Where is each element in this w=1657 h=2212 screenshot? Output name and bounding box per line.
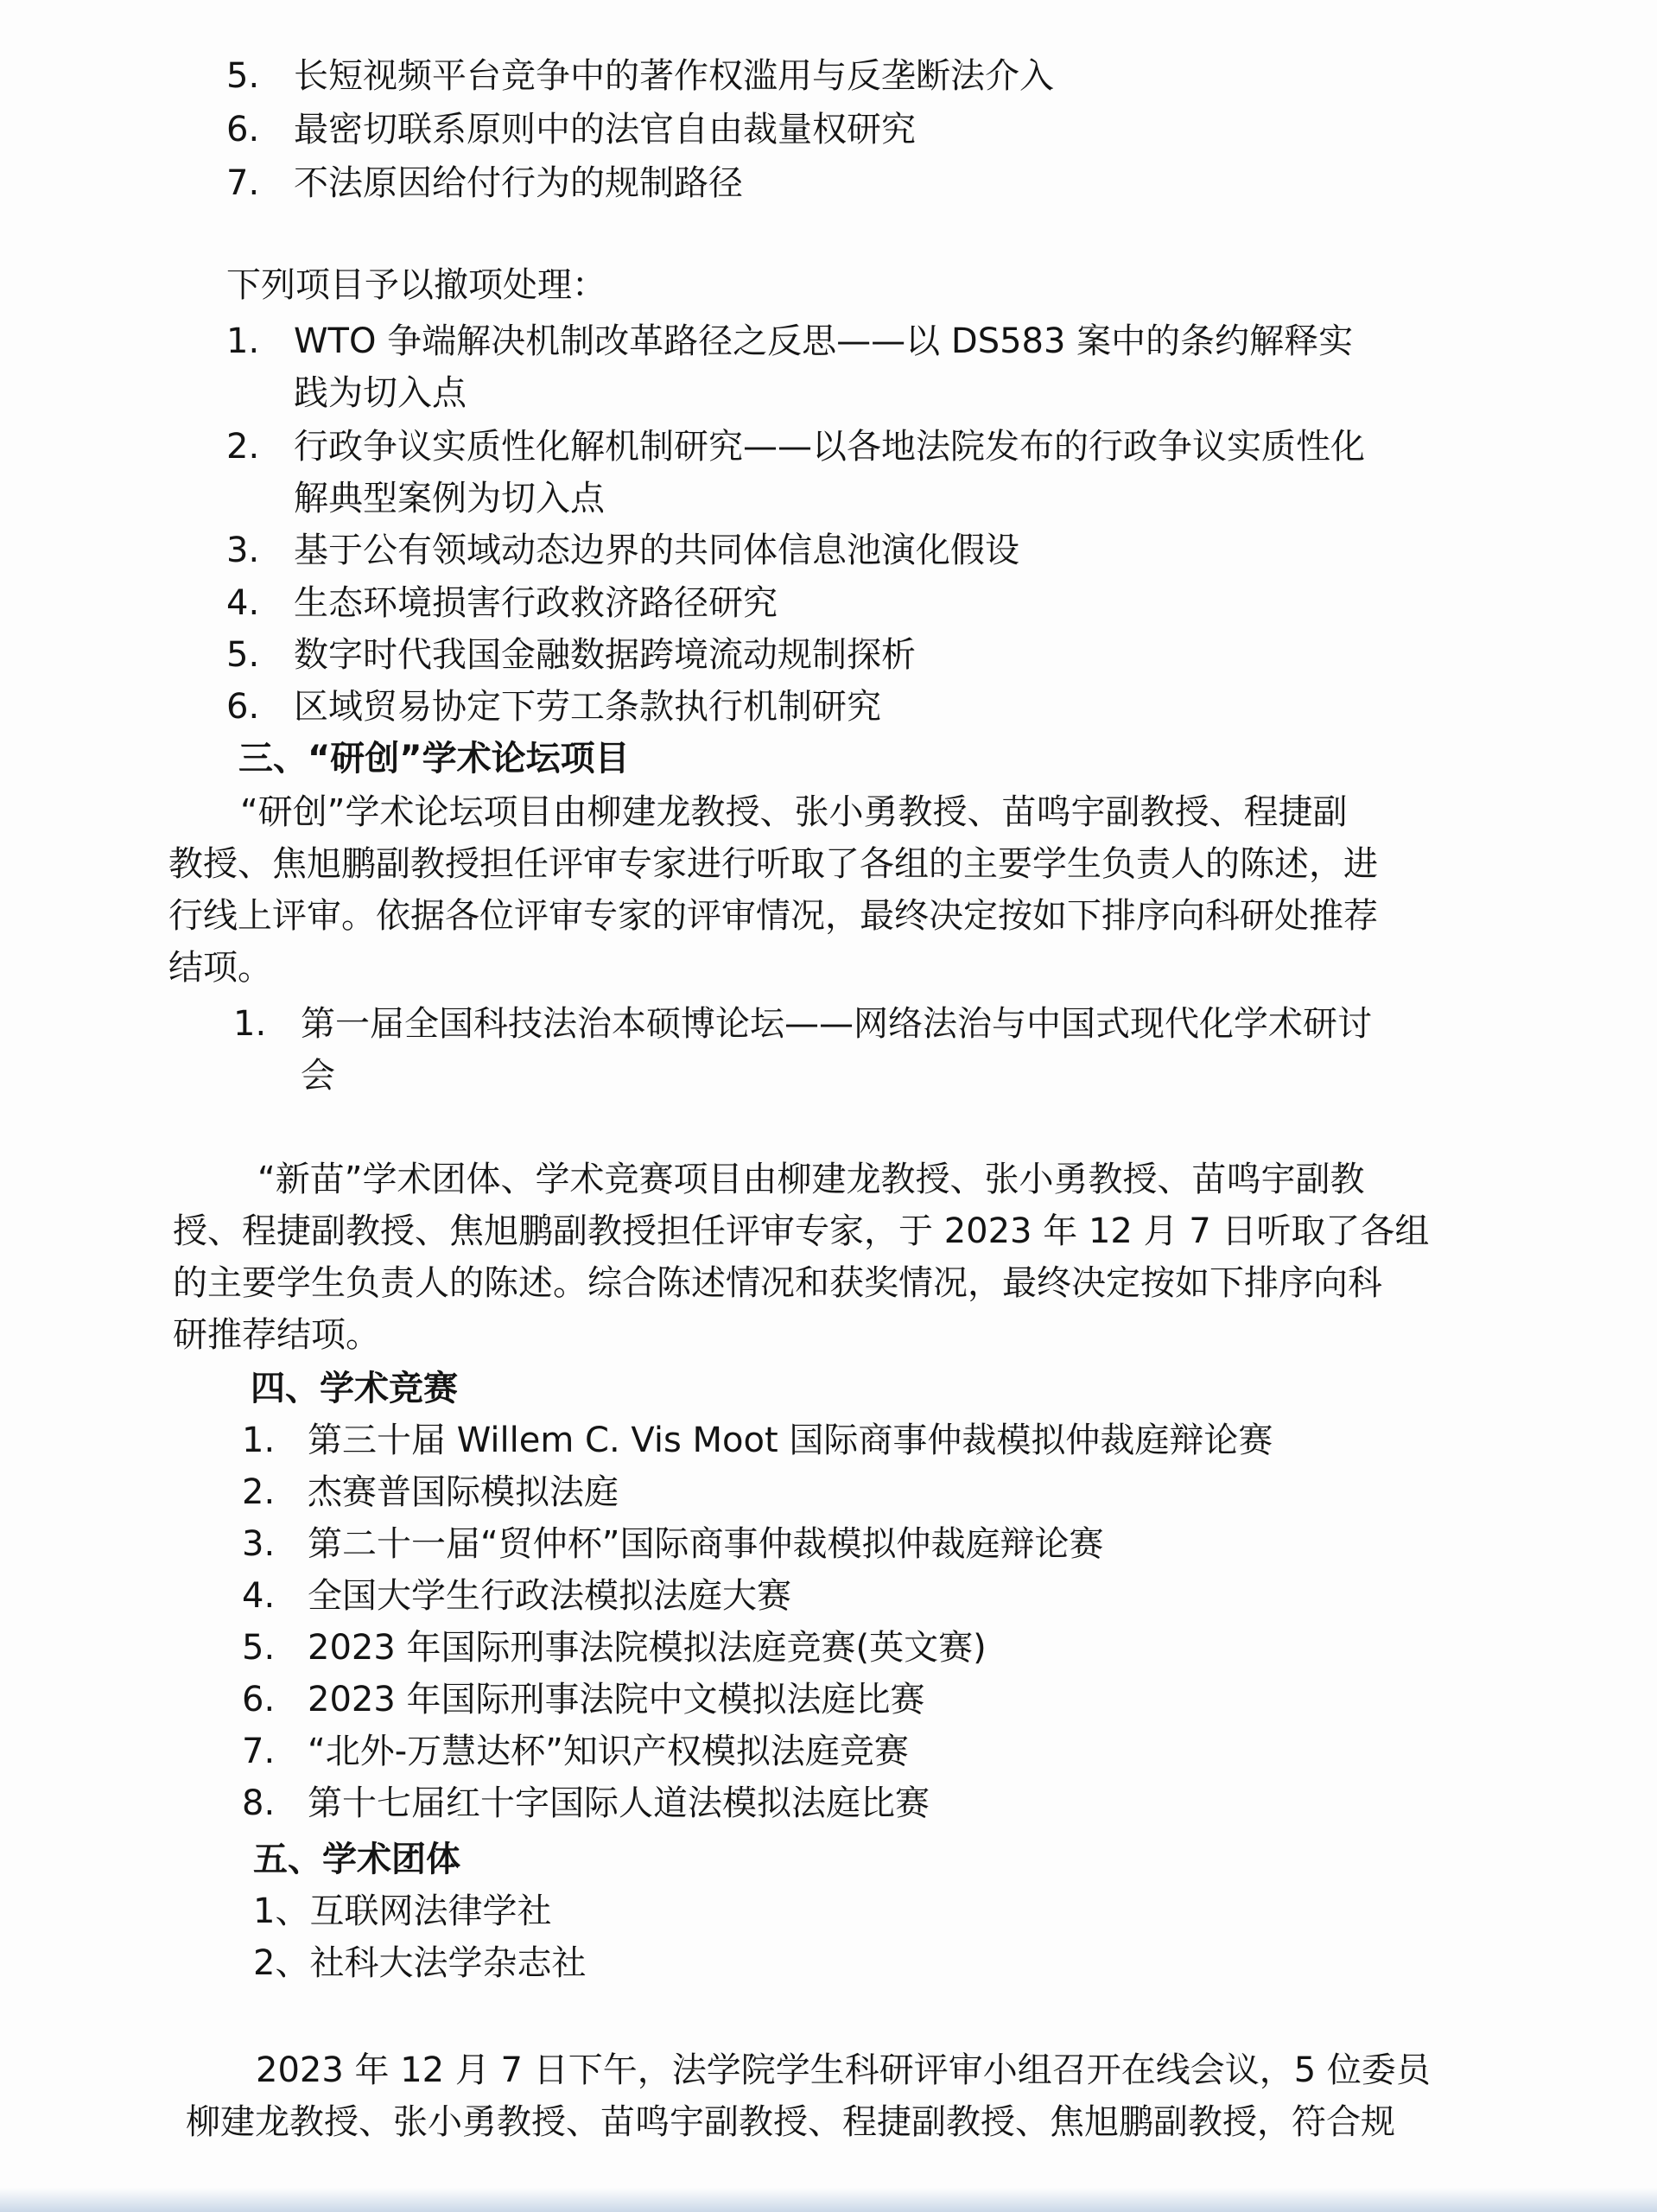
withdrawn-item-text: 生态环境损害行政救济路径研究 xyxy=(294,583,778,623)
section-4-item-number: 8. xyxy=(242,1783,276,1823)
section-4-item-text: 2023 年国际刑事法院中文模拟法庭比赛 xyxy=(308,1680,925,1719)
section-4-item-number: 1. xyxy=(242,1421,276,1460)
withdrawn-item-text: 基于公有领域动态边界的共同体信息池演化假设 xyxy=(294,531,1019,570)
section-3-paragraph-line: 结项。 xyxy=(168,948,272,988)
xinmiao-paragraph-line: “新苗”学术团体、学术竞赛项目由柳建龙教授、张小勇教授、苗鸣宇副教 xyxy=(257,1160,1365,1199)
section-4-item-text: 全国大学生行政法模拟法庭大赛 xyxy=(308,1576,791,1616)
section-3-item-text-cont: 会 xyxy=(301,1056,335,1096)
section-4-item-number: 2. xyxy=(242,1472,276,1512)
section-3-item-number: 1. xyxy=(233,1004,267,1044)
section-4-item-number: 3. xyxy=(242,1524,276,1564)
section-3-item-text: 第一届全国科技法治本硕博论坛——网络法治与中国式现代化学术研讨 xyxy=(301,1004,1372,1044)
withdrawn-item-number: 5. xyxy=(226,635,260,675)
withdrawn-item-text: 区域贸易协定下劳工条款执行机制研究 xyxy=(294,687,881,727)
section-4-item-text: 第二十一届“贸仲杯”国际商事仲裁模拟仲裁庭辩论赛 xyxy=(308,1524,1104,1564)
section-4-item-text: 2023 年国际刑事法院模拟法庭竞赛(英文赛) xyxy=(308,1628,987,1668)
xinmiao-paragraph-line: 研推荐结项。 xyxy=(173,1315,380,1355)
section-3-paragraph-line: “研创”学术论坛项目由柳建龙教授、张小勇教授、苗鸣宇副教授、程捷副 xyxy=(240,792,1348,832)
section-5-heading: 五、学术团体 xyxy=(253,1840,460,1879)
section-4-item-text: 第十七届红十字国际人道法模拟法庭比赛 xyxy=(308,1783,930,1823)
withdrawn-item-text: 数字时代我国金融数据跨境流动规制探析 xyxy=(294,635,916,675)
list-a-item-text: 不法原因给付行为的规制路径 xyxy=(294,163,743,203)
section-4-item-number: 6. xyxy=(242,1680,276,1719)
section-3-paragraph-line: 教授、焦旭鹏副教授担任评审专家进行听取了各组的主要学生负责人的陈述，进 xyxy=(168,844,1378,884)
list-a-item-text: 最密切联系原则中的法官自由裁量权研究 xyxy=(294,110,916,149)
withdrawn-item-number: 3. xyxy=(226,531,260,570)
xinmiao-paragraph-line: 的主要学生负责人的陈述。综合陈述情况和获奖情况，最终决定按如下排序向科 xyxy=(173,1263,1382,1303)
withdrawn-item-number: 4. xyxy=(226,583,260,623)
closing-paragraph-line: 2023 年 12 月 7 日下午，法学院学生科研评审小组召开在线会议，5 位委员 xyxy=(256,2050,1431,2090)
withdrawn-item-text-cont: 解典型案例为切入点 xyxy=(294,479,605,518)
section-4-item-text: “北外-万慧达杯”知识产权模拟法庭竞赛 xyxy=(308,1732,909,1771)
section-5-item: 2、社科大法学杂志社 xyxy=(253,1943,587,1983)
section-5-item: 1、互联网法律学社 xyxy=(253,1891,552,1931)
closing-paragraph-line: 柳建龙教授、张小勇教授、苗鸣宇副教授、程捷副教授、焦旭鹏副教授，符合规 xyxy=(186,2102,1395,2142)
list-a-item-number: 5. xyxy=(226,56,260,96)
section-4-item-text: 杰赛普国际模拟法庭 xyxy=(308,1472,619,1512)
section-3-heading: 三、“研创”学术论坛项目 xyxy=(238,739,630,779)
section-3-paragraph-line: 行线上评审。依据各位评审专家的评审情况，最终决定按如下排序向科研处推荐 xyxy=(168,896,1378,936)
section-4-heading: 四、学术竞赛 xyxy=(251,1369,458,1408)
scan-edge-shading xyxy=(0,2188,1657,2212)
list-a-item-number: 6. xyxy=(226,110,260,149)
withdrawn-item-text-cont: 践为切入点 xyxy=(294,373,467,413)
section-4-item-text: 第三十届 Willem C. Vis Moot 国际商事仲裁模拟仲裁庭辩论赛 xyxy=(308,1421,1273,1460)
withdrawn-item-number: 1. xyxy=(226,321,260,361)
section-4-item-number: 7. xyxy=(242,1732,276,1771)
withdrawn-item-number: 2. xyxy=(226,427,260,467)
withdrawn-item-text: 行政争议实质性化解机制研究——以各地法院发布的行政争议实质性化 xyxy=(294,427,1365,467)
list-a-item-number: 7. xyxy=(226,163,260,203)
withdrawn-item-text: WTO 争端解决机制改革路径之反思——以 DS583 案中的条约解释实 xyxy=(294,321,1354,361)
list-a-item-text: 长短视频平台竞争中的著作权滥用与反垄断法介入 xyxy=(294,56,1054,96)
section-4-item-number: 5. xyxy=(242,1628,276,1668)
withdrawn-item-number: 6. xyxy=(226,687,260,727)
section-4-item-number: 4. xyxy=(242,1576,276,1616)
xinmiao-paragraph-line: 授、程捷副教授、焦旭鹏副教授担任评审专家，于 2023 年 12 月 7 日听取了各组 xyxy=(173,1211,1430,1251)
withdrawn-intro: 下列项目予以撤项处理： xyxy=(226,265,606,305)
